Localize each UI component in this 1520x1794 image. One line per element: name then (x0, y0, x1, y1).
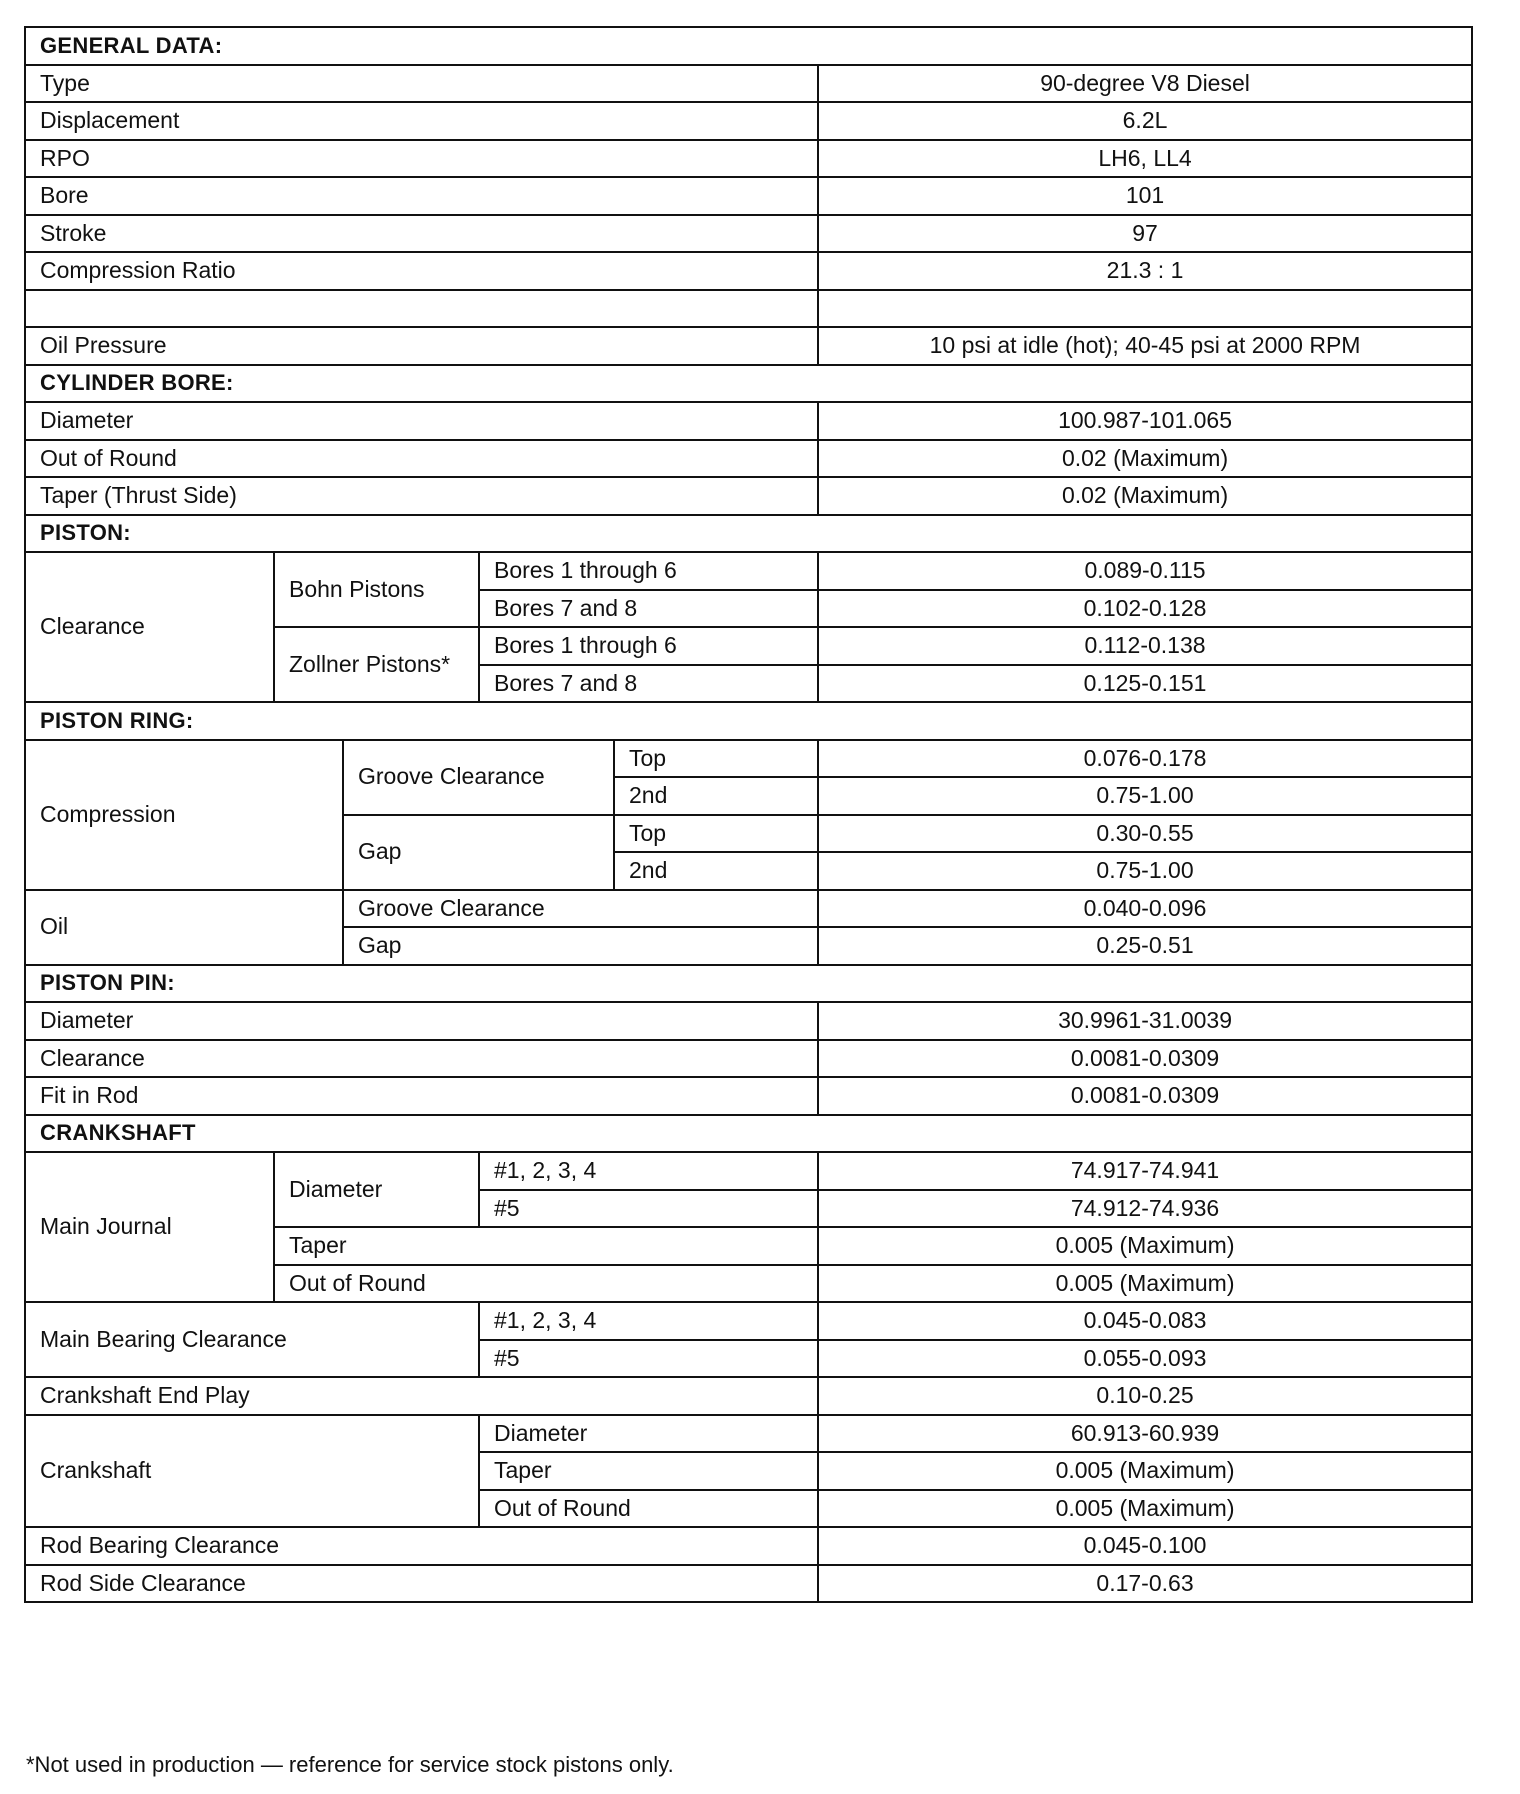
row-value: 0.055-0.093 (818, 1340, 1472, 1378)
section-header-piston (25, 515, 1472, 553)
crankpin-label: Crankshaft (25, 1415, 479, 1528)
row-value: 6.2L (818, 102, 1472, 140)
row-label: Taper (479, 1452, 818, 1490)
main-bearing-clearance-label: Main Bearing Clearance (25, 1302, 479, 1377)
row-label: Bores 7 and 8 (479, 590, 818, 628)
row-label: #5 (479, 1340, 818, 1378)
section-header-piston-ring (25, 702, 1472, 740)
row-value: 0.045-0.100 (818, 1527, 1472, 1565)
row-label: #1, 2, 3, 4 (479, 1152, 818, 1190)
table-row (25, 402, 1472, 440)
row-value: 97 (818, 215, 1472, 253)
table-row (25, 740, 1472, 778)
row-value: 90-degree V8 Diesel (818, 65, 1472, 103)
row-value: 0.102-0.128 (818, 590, 1472, 628)
row-value: 100.987-101.065 (818, 402, 1472, 440)
table-row (25, 1152, 1472, 1190)
row-label: Bores 1 through 6 (479, 552, 818, 590)
row-label: Top (614, 815, 818, 853)
row-label: Diameter (479, 1415, 818, 1453)
table-row (25, 215, 1472, 253)
table-row (25, 252, 1472, 290)
table-row (25, 177, 1472, 215)
table-row (25, 1077, 1472, 1115)
table-row (25, 1377, 1472, 1415)
section-header-cylinder-bore (25, 365, 1472, 403)
row-value: 0.17-0.63 (818, 1565, 1472, 1603)
row-value: 0.005 (Maximum) (818, 1452, 1472, 1490)
row-value: 0.089-0.115 (818, 552, 1472, 590)
section-header-general (25, 27, 1472, 65)
section-header-crankshaft (25, 1115, 1472, 1153)
row-label: RPO (25, 140, 818, 178)
table-row (25, 440, 1472, 478)
row-value: 0.02 (Maximum) (818, 440, 1472, 478)
row-value: 0.045-0.083 (818, 1302, 1472, 1340)
row-value: 0.076-0.178 (818, 740, 1472, 778)
row-label: Gap (343, 927, 818, 965)
compression-ring-label: Compression (25, 740, 343, 890)
row-value: 0.25-0.51 (818, 927, 1472, 965)
engine-spec-table (24, 26, 1473, 1603)
row-value: 0.005 (Maximum) (818, 1265, 1472, 1303)
table-row (25, 552, 1472, 590)
table-row (25, 1302, 1472, 1340)
row-label: #1, 2, 3, 4 (479, 1302, 818, 1340)
row-label: Bores 1 through 6 (479, 627, 818, 665)
table-row (25, 890, 1472, 928)
row-value: 0.005 (Maximum) (818, 1227, 1472, 1265)
row-value: 0.02 (Maximum) (818, 477, 1472, 515)
row-label: Taper (274, 1227, 818, 1265)
table-row (25, 1527, 1472, 1565)
row-value: 101 (818, 177, 1472, 215)
table-row (25, 102, 1472, 140)
row-label: Rod Bearing Clearance (25, 1527, 818, 1565)
row-label: Fit in Rod (25, 1077, 818, 1115)
row-value: 0.005 (Maximum) (818, 1490, 1472, 1528)
row-value: 21.3 : 1 (818, 252, 1472, 290)
row-label: Taper (Thrust Side) (25, 477, 818, 515)
row-label: Bores 7 and 8 (479, 665, 818, 703)
table-row (25, 477, 1472, 515)
row-value: 0.0081-0.0309 (818, 1040, 1472, 1078)
row-value: 10 psi at idle (hot); 40-45 psi at 2000 RPM (818, 327, 1472, 365)
table-row (25, 1565, 1472, 1603)
gap-label: Gap (343, 815, 614, 890)
section-heading: PISTON: (25, 515, 1472, 553)
section-header-piston-pin (25, 965, 1472, 1003)
row-value: 0.75-1.00 (818, 852, 1472, 890)
table-row (25, 140, 1472, 178)
row-label (25, 290, 818, 328)
row-value: 0.112-0.138 (818, 627, 1472, 665)
row-label: Groove Clearance (343, 890, 818, 928)
section-heading: CRANKSHAFT (25, 1115, 1472, 1153)
row-label: 2nd (614, 852, 818, 890)
row-label: Diameter (25, 1002, 818, 1040)
row-value: 0.0081-0.0309 (818, 1077, 1472, 1115)
row-value: 0.30-0.55 (818, 815, 1472, 853)
row-label: Out of Round (479, 1490, 818, 1528)
section-heading: PISTON RING: (25, 702, 1472, 740)
table-row (25, 1040, 1472, 1078)
row-value: 30.9961-31.0039 (818, 1002, 1472, 1040)
row-label: Clearance (25, 1040, 818, 1078)
row-value: 74.912-74.936 (818, 1190, 1472, 1228)
row-value: LH6, LL4 (818, 140, 1472, 178)
table-row (25, 65, 1472, 103)
table-row (25, 1002, 1472, 1040)
main-journal-label: Main Journal (25, 1152, 274, 1302)
table-row-empty (25, 290, 1472, 328)
row-label: Type (25, 65, 818, 103)
row-value (818, 290, 1472, 328)
row-label: #5 (479, 1190, 818, 1228)
row-value: 0.10-0.25 (818, 1377, 1472, 1415)
row-label: Diameter (25, 402, 818, 440)
section-heading: GENERAL DATA: (25, 27, 1472, 65)
row-value: 74.917-74.941 (818, 1152, 1472, 1190)
row-label: Out of Round (274, 1265, 818, 1303)
row-label: Rod Side Clearance (25, 1565, 818, 1603)
row-value: 60.913-60.939 (818, 1415, 1472, 1453)
row-value: 0.75-1.00 (818, 777, 1472, 815)
footnote: *Not used in production — reference for service stock pistons only. (26, 1752, 674, 1777)
section-heading: CYLINDER BORE: (25, 365, 1472, 403)
oil-ring-label: Oil (25, 890, 343, 965)
row-value: 0.040-0.096 (818, 890, 1472, 928)
table-row (25, 1415, 1472, 1453)
row-label: Oil Pressure (25, 327, 818, 365)
section-heading: PISTON PIN: (25, 965, 1472, 1003)
groove-clearance-label: Groove Clearance (343, 740, 614, 815)
main-journal-diameter-label: Diameter (274, 1152, 479, 1227)
row-label: Out of Round (25, 440, 818, 478)
row-label: Stroke (25, 215, 818, 253)
row-label: Top (614, 740, 818, 778)
zollner-pistons-label: Zollner Pistons* (274, 627, 479, 702)
table-row (25, 327, 1472, 365)
bohn-pistons-label: Bohn Pistons (274, 552, 479, 627)
row-label: Crankshaft End Play (25, 1377, 818, 1415)
piston-clearance-label: Clearance (25, 552, 274, 702)
row-label: Displacement (25, 102, 818, 140)
row-label: 2nd (614, 777, 818, 815)
row-label: Compression Ratio (25, 252, 818, 290)
row-label: Bore (25, 177, 818, 215)
row-value: 0.125-0.151 (818, 665, 1472, 703)
